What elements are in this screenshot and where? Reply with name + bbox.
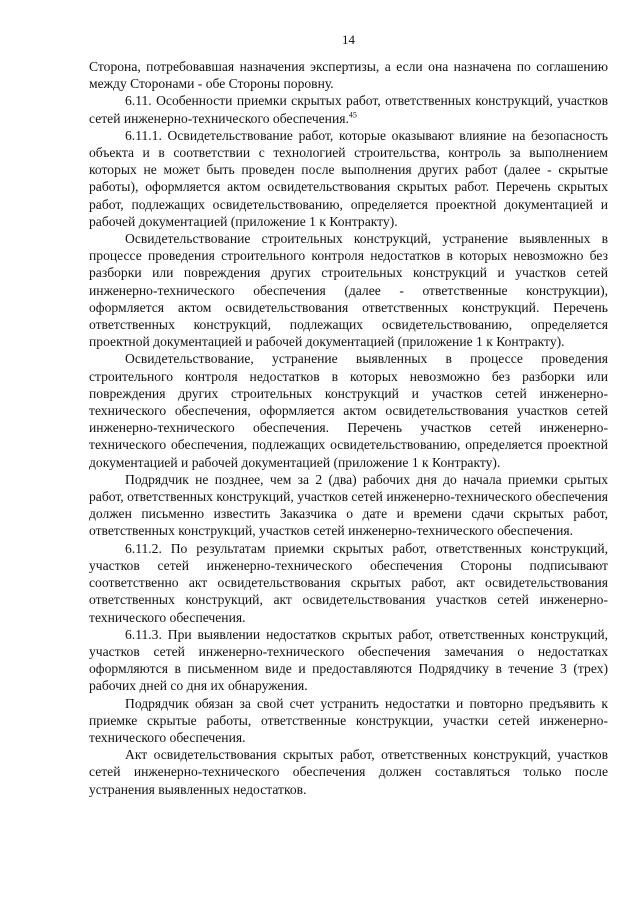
paragraph-text: Освидетельствование, устранение выявленных в процессе проведения строительного контроля недостатков в которых невозможно без разборки или повреждения других строительных конструкций и участков сетей инженерно-технического обеспечения, оформляется актом освидетельствования участков сетей инженерно-технического обеспечения. Перечень участков сетей инженерно-технического обеспечения, подлежащих освидетельствованию, определяется проектной документацией и рабочей документацией (приложение 1 к Контракту). <box>89 351 608 470</box>
footnote-marker[interactable]: 45 <box>348 110 357 120</box>
paragraph <box>89 92 608 126</box>
paragraph <box>89 540 608 626</box>
paragraph-text: Подрядчик не позднее, чем за 2 (два) рабочих дня до начала приемки срытых работ, ответственных конструкций, участков сетей инженерно-технического обеспечения должен письменно известить Заказчика о дате и времени сдачи скрытых работ, ответственных конструкций, участков сетей инженерно-технического обеспечения. <box>89 471 608 539</box>
paragraph <box>89 746 608 798</box>
paragraph-text: Подрядчик обязан за свой счет устранить недостатки и повторно предъявить к приемке скрытые работы, ответственные конструкции, участки сетей инженерно-технического обеспечения. <box>89 695 608 745</box>
paragraph-text: Акт освидетельствования скрытых работ, ответственных конструкций, участков сетей инженерно-технического обеспечения должен составляться только после устранения выявленных недостатков. <box>89 747 608 797</box>
paragraph <box>89 695 608 747</box>
paragraph <box>89 350 608 470</box>
paragraph <box>89 230 608 350</box>
paragraph-text: 6.11. Особенности приемки скрытых работ, ответственных конструкций, участков сетей инженерно-технического обеспечения. <box>89 93 608 126</box>
paragraph-text: 6.11.2. По результатам приемки скрытых работ, ответственных конструкций, участков сетей инженерно-технического обеспечения Стороны подписывают соответственно акт освидетельствования скрытых работ, акт освидетельствования ответственных конструкций, акт освидетельствования участков сетей инженерно-технического обеспечения. <box>89 540 608 625</box>
page-number: 14 <box>342 32 355 47</box>
document-body <box>89 58 608 798</box>
paragraph-text: Сторона, потребовавшая назначения экспертизы, а если она назначена по соглашению между Сторонами - обе Стороны поровну. <box>89 59 608 92</box>
paragraph-text: Освидетельствование строительных конструкций, устранение выявленных в процессе проведения строительного контроля недостатков в которых невозможно без разборки или повреждения других строительных конструкций и участков сетей инженерно-технического обеспечения (далее - ответственные конструкции), оформляется актом освидетельствования ответственных конструкций. Перечень ответственных конструкций, подлежащих освидетельствованию, определяется проектной документацией и рабочей документацией (приложение 1 к Контракту). <box>89 231 608 350</box>
paragraph <box>89 127 608 230</box>
paragraph <box>89 58 608 92</box>
paragraph-text: 6.11.3. При выявлении недостатков скрытых работ, ответственных конструкций, участков сетей инженерно-технического обеспечения замечания о недостатках оформляются в письменном виде и предоставляются Подрядчику в течение 3 (трех) рабочих дней со дня их обнаружения. <box>89 626 608 694</box>
paragraph <box>89 471 608 540</box>
paragraph <box>89 626 608 695</box>
paragraph-text: 6.11.1. Освидетельствование работ, которые оказывают влияние на безопасность объекта и в соответствии с технологией строительства, контроль за выполнением которых не может быть проведен после выполнения других работ (далее - скрытые работы), оформляется актом освидетельствования скрытых работ. Перечень скрытых работ, подлежащих освидетельствованию, определяется проектной документацией и рабочей документацией (приложение 1 к Контракту). <box>89 127 608 229</box>
